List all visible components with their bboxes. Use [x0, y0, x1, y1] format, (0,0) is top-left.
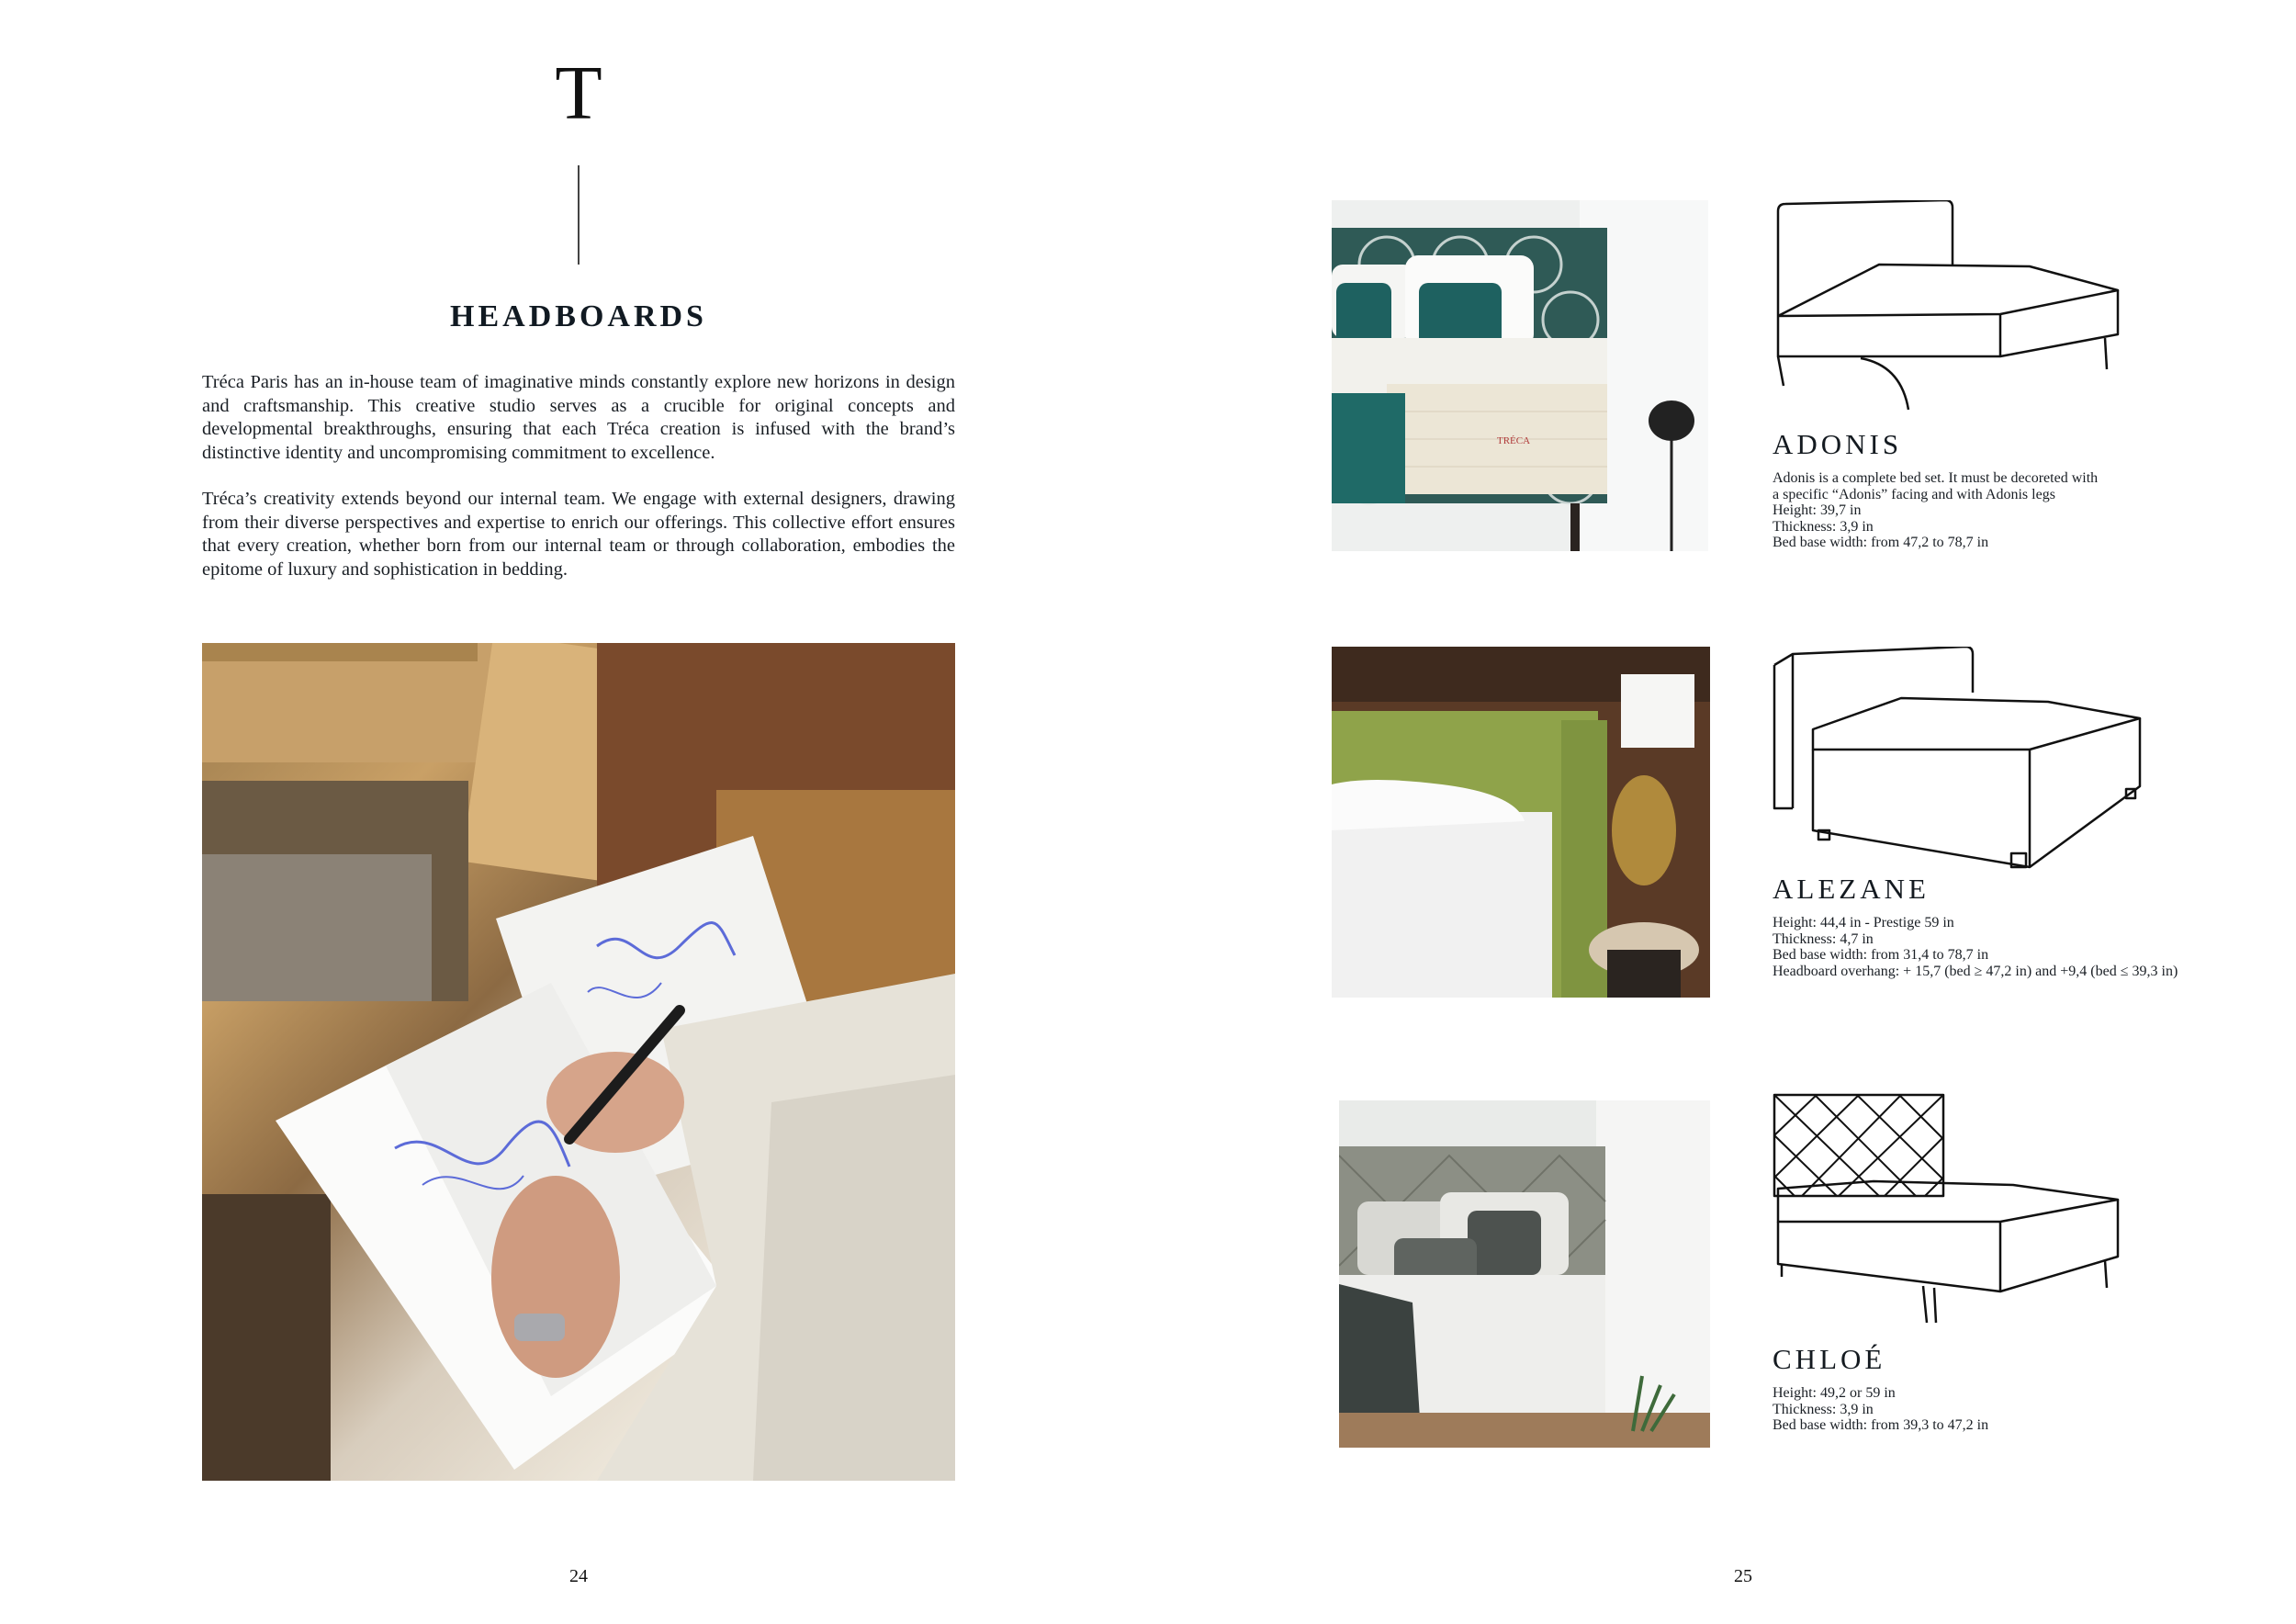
alezane-line-drawing — [1773, 647, 2144, 869]
product-specs-chloe — [1773, 1385, 1988, 1434]
spec-line: Adonis is a complete bed set. It must be decoreted with — [1773, 470, 2099, 486]
spec-line: Height: 49,2 or 59 in — [1773, 1385, 1896, 1401]
adonis-bed-photo — [1332, 200, 1708, 551]
intro-paragraph-2: Tréca’s creativity extends beyond our internal team. We engage with external designers, drawing from their diverse perspectives and expertise to enrich our offerings. This collective effort ensures that every creation, whether born from our internal team or through collaboration, embodies the epitome of luxury and sophistication in bedding. — [202, 489, 955, 580]
spec-line: Bed base width: from 47,2 to 78,7 in — [1773, 535, 1989, 550]
product-name-chloe: CHLOÉ — [1773, 1343, 1886, 1375]
adonis-photo-logo: TRÉCA — [1497, 435, 1531, 446]
chloe-bed-photo — [1339, 1100, 1710, 1448]
spec-line: Bed base width: from 39,3 to 47,2 in — [1773, 1417, 1989, 1433]
product-specs-alezane — [1773, 915, 2178, 979]
spec-line: Thickness: 3,9 in — [1773, 1401, 1874, 1417]
product-specs-adonis — [1773, 470, 2098, 551]
spec-line: a specific “Adonis” facing and with Adonis legs — [1773, 486, 2055, 502]
page-number-left: 24 — [569, 1566, 588, 1586]
spec-line: Height: 44,4 in - Prestige 59 in — [1773, 915, 1954, 930]
product-name-alezane: ALEZANE — [1773, 873, 1930, 905]
intro-paragraph-1: Tréca Paris has an in-house team of imaginative minds constantly explore new horizons in design and craftsmanship. This creative studio serves as a crucible for original concepts and developmental breakthroughs, ensuring that each Tréca creation is infused with the brand’s distinctive identity and uncompromising commitment to excellence. — [202, 372, 955, 463]
drop-letter: T — [555, 51, 602, 136]
section-title: HEADBOARDS — [450, 299, 707, 333]
designer-sketching-photo — [202, 643, 955, 1481]
spec-line: Bed base width: from 31,4 to 78,7 in — [1773, 947, 1989, 963]
spec-line: Headboard overhang: + 15,7 (bed ≥ 47,2 in) and +9,4 (bed ≤ 39,3 in) — [1773, 963, 2178, 979]
alezane-bed-photo — [1332, 647, 1710, 998]
spec-line: Thickness: 3,9 in — [1773, 518, 1874, 535]
spec-line: Thickness: 4,7 in — [1773, 930, 1874, 947]
intro-text — [202, 371, 955, 604]
adonis-line-drawing — [1773, 200, 2122, 413]
product-name-adonis: ADONIS — [1773, 428, 1903, 460]
vertical-rule — [578, 165, 580, 265]
page-number-right: 25 — [1734, 1566, 1752, 1586]
spec-line: Height: 39,7 in — [1773, 502, 1862, 518]
chloe-line-drawing — [1773, 1093, 2122, 1330]
